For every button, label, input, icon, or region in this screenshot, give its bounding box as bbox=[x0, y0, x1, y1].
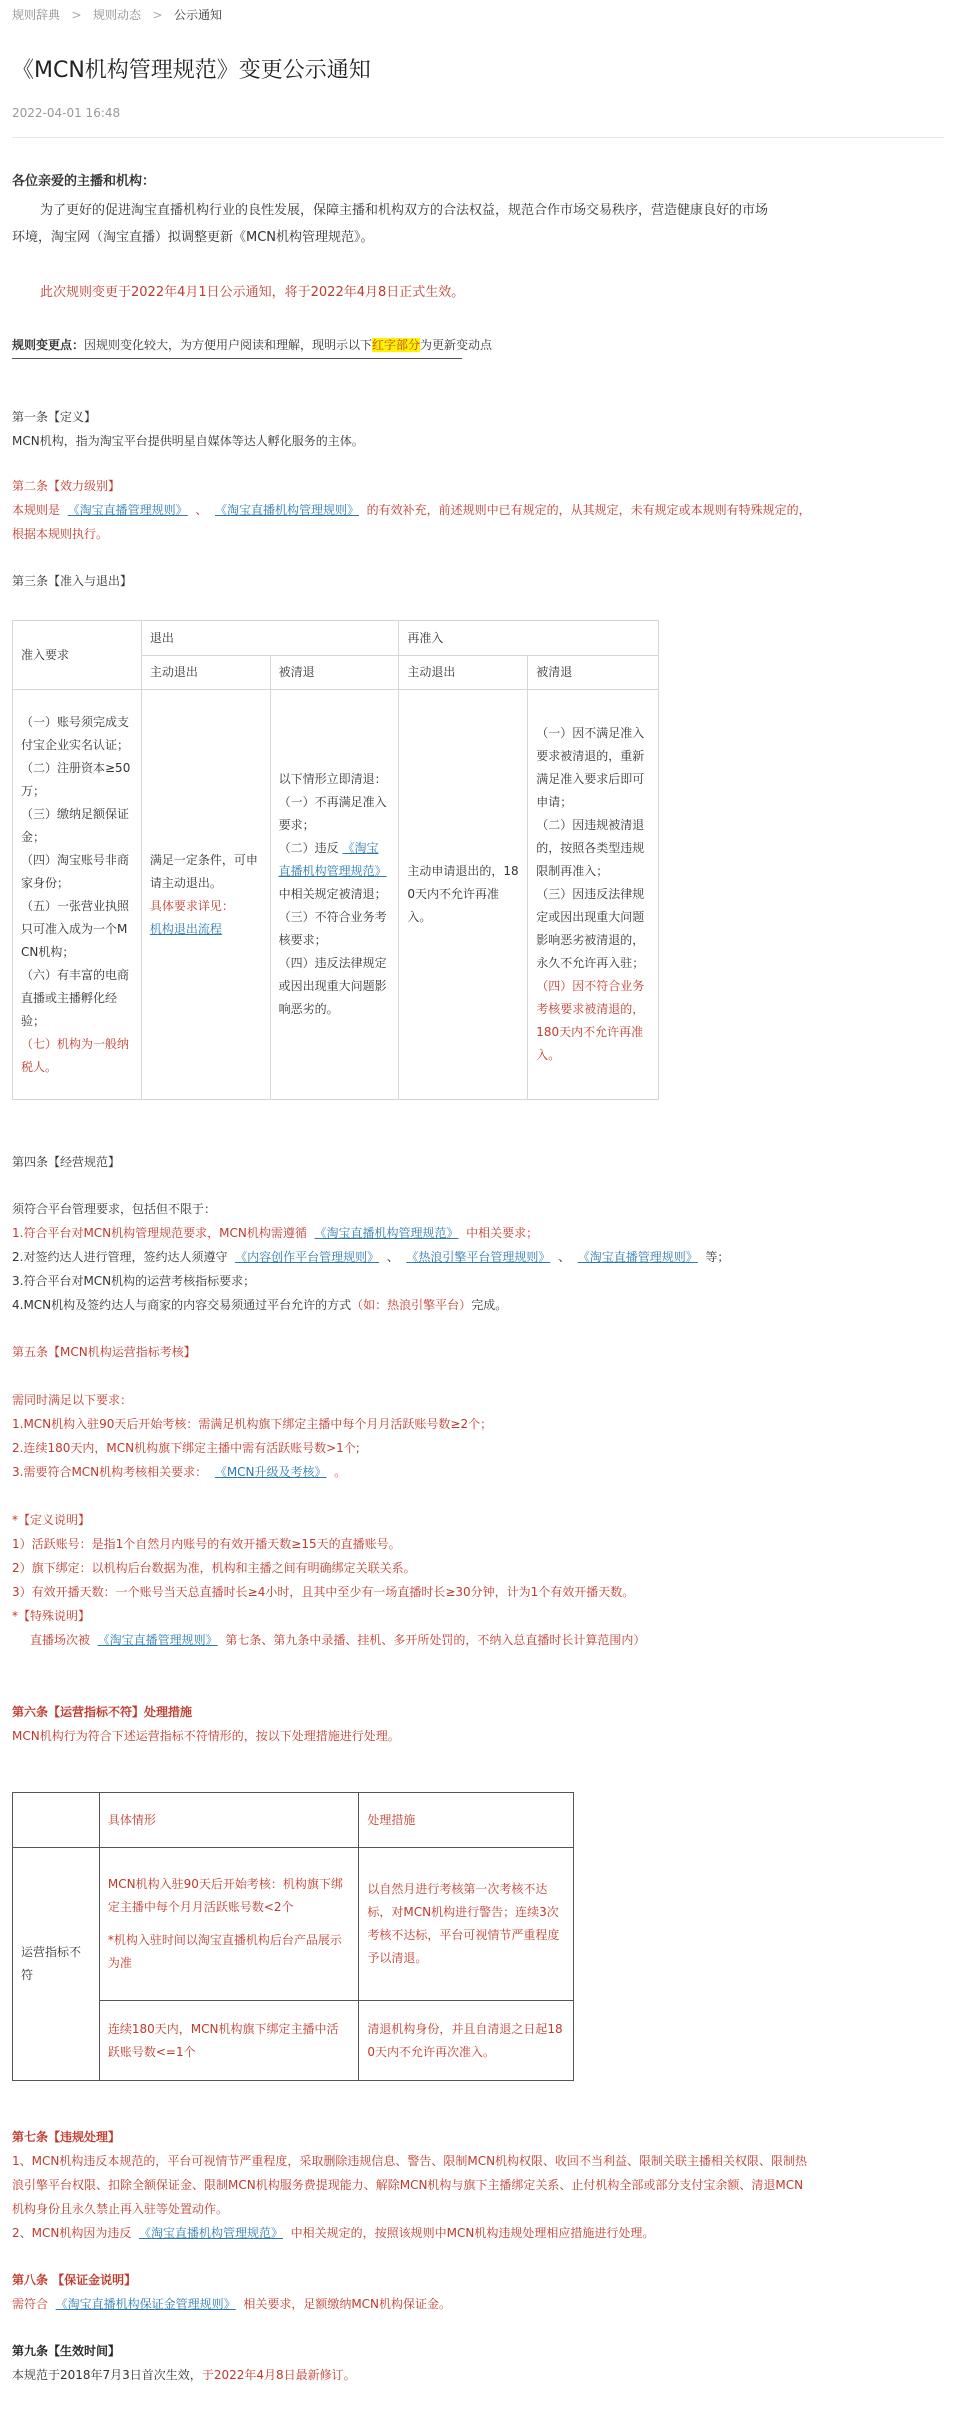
link-heat-engine-rules[interactable]: 《热浪引擎平台管理规则》 bbox=[406, 1250, 551, 1264]
article-2-prefix: 本规则是 bbox=[12, 503, 61, 517]
entry-item: （四）淘宝账号非商家身份； bbox=[21, 852, 130, 890]
link-taobao-live-rules[interactable]: 《淘宝直播管理规则》 bbox=[577, 1250, 698, 1264]
article-7-line-1: 1、MCN机构违反本规范的，平台可视情节严重程度，采取删除违规信息、警告、限制MCN机构权限、收回不当利益、限制关联主播相关权限、限制热 bbox=[12, 2154, 808, 2168]
exit-active-cell bbox=[141, 690, 270, 1100]
header-entry-requirements: 准入要求 bbox=[13, 621, 142, 690]
article-2-suffix: 的有效补充，前述规则中已有规定的，从其规定，未有规定或本规则有特殊规定的， bbox=[366, 503, 811, 517]
article-5-req-3: 3.需要符合MCN机构考核相关要求： 《MCN升级及考核》 。 bbox=[12, 1465, 347, 1479]
change-points-label: 规则变更点： bbox=[12, 338, 85, 352]
link-mcn-upgrade-assessment[interactable]: 《MCN升级及考核》 bbox=[214, 1465, 327, 1479]
article-9-title: 第九条【生效时间】 bbox=[12, 2344, 121, 2358]
article-2-line-1 bbox=[12, 501, 811, 519]
link-deposit-management-rules[interactable]: 《淘宝直播机构保证金管理规则》 bbox=[55, 2297, 236, 2311]
effective-notice: 此次规则变更于2022年4月1日公示通知，将于2022年4月8日正式生效。 bbox=[40, 285, 465, 300]
breadcrumb bbox=[12, 6, 222, 24]
article-5-title: 第五条【MCN机构运营指标考核】 bbox=[12, 1345, 196, 1359]
case-1-note: *机构入驻时间以淘宝直播机构后台产品展示为准 bbox=[107, 1933, 342, 1970]
row-label-indicator-mismatch: 运营指标不符 bbox=[13, 1848, 100, 2081]
article-4-item-4: 4.MCN机构及签约达人与商家的内容交易须通过平台允许的方式（如：热浪引擎平台）完成。 bbox=[12, 1298, 508, 1312]
header-exit-cleared: 被清退 bbox=[270, 656, 399, 690]
entry-item: （一）账号须完成支付宝企业实名认证； bbox=[21, 714, 130, 752]
change-points-tail: 为更新变动点 bbox=[420, 338, 493, 352]
breadcrumb-item-current: 公示通知 bbox=[173, 8, 222, 22]
header-reentry-active: 主动退出 bbox=[399, 656, 528, 690]
header-measures: 处理措施 bbox=[359, 1793, 574, 1848]
article-4-item-4-red: （如：热浪引擎平台） bbox=[351, 1298, 472, 1312]
entry-item: （三）缴纳足额保证金； bbox=[21, 806, 130, 844]
greeting: 各位亲爱的主播和机构： bbox=[12, 174, 156, 189]
reentry-active-cell bbox=[399, 690, 528, 1100]
change-points-highlight: 红字部分 bbox=[372, 338, 421, 352]
header-reentry-cleared: 被清退 bbox=[528, 656, 659, 690]
intro-paragraph-line-2: 环境，淘宝网（淘宝直播）拟调整更新《MCN机构管理规范》。 bbox=[12, 230, 374, 245]
article-8-body: 需符合 《淘宝直播机构保证金管理规则》 相关要求，足额缴纳MCN机构保证金。 bbox=[12, 2297, 452, 2311]
exit-cleared-cell bbox=[270, 690, 399, 1100]
operation-indicator-table bbox=[12, 1792, 574, 2081]
header-specific-case: 具体情形 bbox=[99, 1793, 359, 1848]
link-agency-exit-process[interactable]: 机构退出流程 bbox=[149, 921, 222, 936]
header-exit: 退出 bbox=[141, 621, 399, 656]
article-4-item-3: 3.符合平台对MCN机构的运营考核指标要求； bbox=[12, 1274, 256, 1288]
article-6-title: 第六条【运营指标不符】处理措施 bbox=[12, 1705, 193, 1719]
breadcrumb-item-rules-dictionary[interactable]: 规则辞典 bbox=[12, 8, 61, 22]
cleared-item: （二）违反 《淘宝直播机构管理规范》 中相关规定被清退； bbox=[278, 841, 387, 901]
definition-2: 2）旗下绑定：以机构后台数据为准，机构和主播之间有明确绑定关联关系。 bbox=[12, 1561, 416, 1575]
definition-1: 1）活跃账号：是指1个自然月内账号的有效开播天数≥15天的直播账号。 bbox=[12, 1537, 401, 1551]
link-taobao-live-rules[interactable]: 《淘宝直播管理规则》 bbox=[97, 1633, 218, 1647]
article-7-line-3: 机构身份且永久禁止再入驻等处置动作。 bbox=[12, 2202, 229, 2216]
article-1-title: 第一条【定义】 bbox=[12, 410, 97, 424]
special-note: 直播场次被 《淘宝直播管理规则》 第七条、第九条中录播、挂机、多开所处罚的，不纳入总直播时长计算范围内） bbox=[30, 1633, 646, 1647]
article-6-intro: MCN机构行为符合下述运营指标不符情形的，按以下处理措施进行处理。 bbox=[12, 1729, 400, 1743]
entry-requirements-cell bbox=[13, 690, 142, 1100]
reentry-item: （三）因违反法律规定或因出现重大问题影响恶劣被清退的，永久不允许再入驻； bbox=[536, 887, 645, 970]
link-content-creation-rules[interactable]: 《内容创作平台管理规则》 bbox=[235, 1250, 380, 1264]
reentry-item: （一）因不满足准入要求被清退的，重新满足准入要求后即可申请； bbox=[536, 726, 645, 809]
intro-paragraph-line-1: 为了更好的促进淘宝直播机构行业的良性发展，保障主播和机构双方的合法权益，规范合作市场交易秩序，营造健康良好的市场 bbox=[40, 203, 769, 218]
case-1 bbox=[99, 1848, 359, 2001]
header-blank bbox=[13, 1793, 100, 1848]
cleared-intro: 以下情形立即清退： bbox=[278, 772, 387, 786]
link-agency-management-spec[interactable]: 《淘宝直播机构管理规范》 bbox=[314, 1226, 459, 1240]
article-5-req-1: 1.MCN机构入驻90天后开始考核：需满足机构旗下绑定主播中每个月月活跃账号数≥2个； bbox=[12, 1417, 493, 1431]
article-9-body: 本规范于2018年7月3日首次生效，于2022年4月8日最新修订。 bbox=[12, 2368, 356, 2382]
definition-3: 3）有效开播天数：一个账号当天总直播时长≥4小时，且其中至少有一场直播时长≥30分钟，计为1个有效开播天数。 bbox=[12, 1585, 635, 1599]
reentry-active-text: 主动申请退出的，180天内不允许再准入。 bbox=[407, 864, 519, 924]
article-2-title: 第二条【效力级别】 bbox=[12, 479, 121, 493]
link-agency-management-spec[interactable]: 《淘宝直播机构管理规范》 bbox=[278, 841, 387, 878]
case-2: 连续180天内，MCN机构旗下绑定主播中活跃账号数<=1个 bbox=[99, 2001, 359, 2081]
header-exit-active: 主动退出 bbox=[141, 656, 270, 690]
article-7-line-4: 2、MCN机构因为违反 《淘宝直播机构管理规范》 中相关规定的，按照该规则中MCN机构违规处理相应措施进行处理。 bbox=[12, 2226, 655, 2240]
article-5-req-2: 2.连续180天内，MCN机构旗下绑定主播中需有活跃账号数>1个; bbox=[12, 1441, 360, 1455]
link-agency-management-spec[interactable]: 《淘宝直播机构管理规范》 bbox=[139, 2226, 284, 2240]
entry-exit-table bbox=[12, 620, 659, 1100]
case-1-text: MCN机构入驻90天后开始考核：机构旗下绑定主播中每个月月活跃账号数<2个 bbox=[107, 1877, 343, 1914]
special-notes-title: *【特殊说明】 bbox=[12, 1609, 91, 1623]
article-2-sep: 、 bbox=[195, 503, 208, 517]
link-taobao-live-agency-rules[interactable]: 《淘宝直播机构管理规则》 bbox=[214, 503, 359, 517]
article-4-intro: 须符合平台管理要求，包括但不限于： bbox=[12, 1202, 217, 1216]
reentry-item: （二）因违规被清退的，按照各类型违规限制再准入； bbox=[536, 818, 645, 878]
article-3-title: 第三条【准入与退出】 bbox=[12, 574, 133, 588]
article-2-line-2: 根据本规则执行。 bbox=[12, 527, 109, 541]
change-points-text: 因规则变化较大，为方便用户阅读和理解，现明示以下 bbox=[84, 338, 373, 352]
entry-item: （六）有丰富的电商直播或主播孵化经验； bbox=[21, 967, 130, 1028]
breadcrumb-item-rules-news[interactable]: 规则动态 bbox=[92, 8, 141, 22]
entry-item: （二）注册资本≥50万； bbox=[21, 760, 131, 798]
definitions-title: *【定义说明】 bbox=[12, 1513, 91, 1527]
breadcrumb-separator: > bbox=[144, 8, 171, 22]
exit-active-more: 具体要求详见： bbox=[149, 898, 234, 913]
entry-item: （五）一张营业执照只可准入成为一个MCN机构； bbox=[21, 898, 130, 959]
change-points bbox=[12, 336, 492, 354]
reentry-item-new: （四）因不符合业务考核要求被清退的，180天内不允许再准入。 bbox=[536, 979, 645, 1062]
breadcrumb-separator: > bbox=[63, 8, 90, 22]
page-title: 《MCN机构管理规范》变更公示通知 bbox=[12, 58, 371, 83]
article-7-line-2: 浪引擎平台权限、扣除全额保证金、限制MCN机构服务费提现能力、解除MCN机构与旗下主播绑定关系、止付机构全部或部分支付宝余额、清退MCN bbox=[12, 2178, 804, 2192]
exit-active-text: 满足一定条件，可申请主动退出。 bbox=[149, 852, 258, 890]
publish-date: 2022-04-01 16:48 bbox=[12, 106, 121, 120]
entry-item-new: （七）机构为一般纳税人。 bbox=[21, 1036, 130, 1074]
article-4-item-2: 2.对签约达人进行管理，签约达人须遵守 《内容创作平台管理规则》 、 《热浪引擎平台管理规则》 、 《淘宝直播管理规则》 等； bbox=[12, 1250, 730, 1264]
article-7-title: 第七条【违规处理】 bbox=[12, 2130, 121, 2144]
header-reentry: 再准入 bbox=[399, 621, 659, 656]
article-1-body: MCN机构，指为淘宝平台提供明星自媒体等达人孵化服务的主体。 bbox=[12, 434, 364, 448]
article-4-item-1: 1.符合平台对MCN机构管理规范要求，MCN机构需遵循 《淘宝直播机构管理规范》 中相关要求； bbox=[12, 1226, 539, 1240]
cleared-item: （四）违反法律规定或因出现重大问题影响恶劣的。 bbox=[278, 956, 387, 1016]
change-points-underline bbox=[12, 358, 462, 359]
title-divider bbox=[12, 137, 944, 138]
article-4-title: 第四条【经营规范】 bbox=[12, 1155, 121, 1169]
measure-2: 清退机构身份，并且自清退之日起180天内不允许再次准入。 bbox=[359, 2001, 574, 2081]
link-taobao-live-rules[interactable]: 《淘宝直播管理规则》 bbox=[67, 503, 188, 517]
cleared-item: （三）不符合业务考核要求； bbox=[278, 910, 387, 947]
measure-1: 以自然月进行考核第一次考核不达标，对MCN机构进行警告；连续3次考核不达标，平台可视情节严重程度予以清退。 bbox=[359, 1848, 574, 2001]
article-9-revision: 于2022年4月8日最新修订。 bbox=[201, 2368, 356, 2382]
reentry-cleared-cell bbox=[528, 690, 659, 1100]
article-5-intro: 需同时满足以下要求： bbox=[12, 1393, 133, 1407]
cleared-item: （一）不再满足准入要求； bbox=[278, 795, 387, 832]
article-8-title: 第八条 【保证金说明】 bbox=[12, 2273, 137, 2287]
